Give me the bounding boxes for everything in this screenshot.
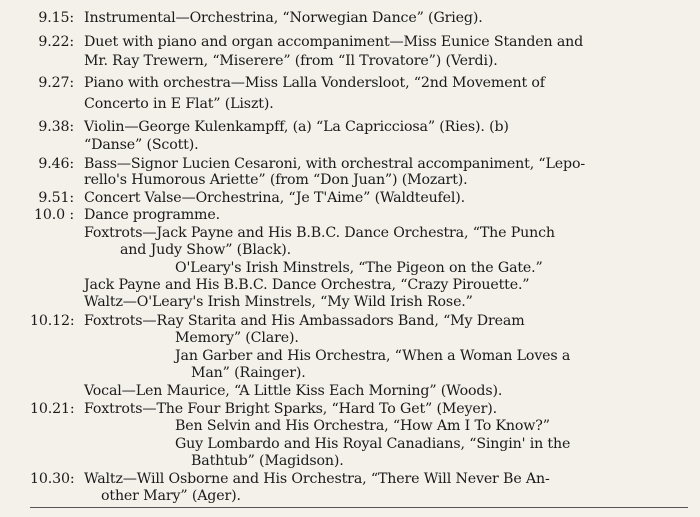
entry-time: 10.30:: [30, 471, 75, 487]
entry-text: Duet with piano and organ accompaniment—Miss Eunice Standen and: [84, 34, 584, 50]
entry-text-continued: Man” (Rainger).: [191, 365, 306, 381]
entry-text: Waltz—Will Osborne and His Orchestra, “There Will Never Be An-: [84, 471, 550, 487]
entry-text: Ben Selvin and His Orchestra, “How Am I To Know?”: [175, 418, 550, 434]
entry-text-continued: other Mary” (Ager).: [101, 488, 241, 504]
entry-time: 9.15:: [38, 10, 74, 26]
entry-text: Foxtrots—The Four Bright Sparks, “Hard To Get” (Meyer).: [84, 401, 497, 417]
entry-time: 9.38:: [38, 119, 74, 135]
entry-text: O'Leary's Irish Minstrels, “The Pigeon on the Gate.”: [175, 260, 543, 276]
entry-text: Jack Payne and His B.B.C. Dance Orchestra, “Crazy Pirouette.”: [84, 277, 530, 293]
entry-text-continued: Concerto in E Flat” (Liszt).: [84, 96, 274, 112]
entry-text: Instrumental—Orchestrina, “Norwegian Dance” (Grieg).: [84, 10, 483, 26]
entry-text: Violin—George Kulenkampff, (a) “La Capricciosa” (Ries). (b): [84, 119, 509, 135]
entry-time: 9.51:: [38, 190, 74, 206]
entry-text-continued: Mr. Ray Trewern, “Miserere” (from “Il Trovatore”) (Verdi).: [84, 53, 498, 69]
entry-text: Foxtrots—Ray Starita and His Ambassadors Band, “My Dream: [84, 313, 525, 329]
entry-text-continued: Bathtub” (Magidson).: [191, 453, 344, 469]
entry-text: Vocal—Len Maurice, “A Little Kiss Each Morning” (Woods).: [84, 383, 503, 399]
bottom-rule: [30, 507, 688, 508]
entry-time: 10.12:: [30, 313, 75, 329]
entry-time: 10.0 :: [34, 207, 74, 223]
entry-text: Dance programme.: [84, 207, 220, 223]
entry-text: Guy Lombardo and His Royal Canadians, “Singin' in the: [175, 436, 571, 452]
entry-time: 9.46:: [38, 156, 74, 172]
entry-time: 10.21:: [30, 401, 75, 417]
entry-time: 9.22:: [38, 34, 74, 50]
entry-text: Jan Garber and His Orchestra, “When a Woman Loves a: [175, 348, 571, 364]
entry-text: Concert Valse—Orchestrina, “Je T'Aime” (Waldteufel).: [84, 190, 466, 206]
entry-text-continued: and Judy Show” (Black).: [120, 242, 292, 258]
entry-time: 9.27:: [38, 75, 74, 91]
entry-text-continued: “Danse” (Scott).: [84, 137, 199, 153]
entry-text-continued: rello's Humorous Ariette” (from “Don Juan”) (Mozart).: [84, 172, 468, 188]
entry-text: Waltz—O'Leary's Irish Minstrels, “My Wild Irish Rose.”: [84, 294, 473, 310]
entry-text: Bass—Signor Lucien Cesaroni, with orchestral accompaniment, “Lepo-: [84, 156, 585, 172]
entry-text: Piano with orchestra—Miss Lalla Vondersloot, “2nd Movement of: [84, 75, 545, 91]
entry-text: Foxtrots—Jack Payne and His B.B.C. Dance Orchestra, “The Punch: [84, 225, 555, 241]
entry-text-continued: Memory” (Clare).: [175, 330, 299, 346]
